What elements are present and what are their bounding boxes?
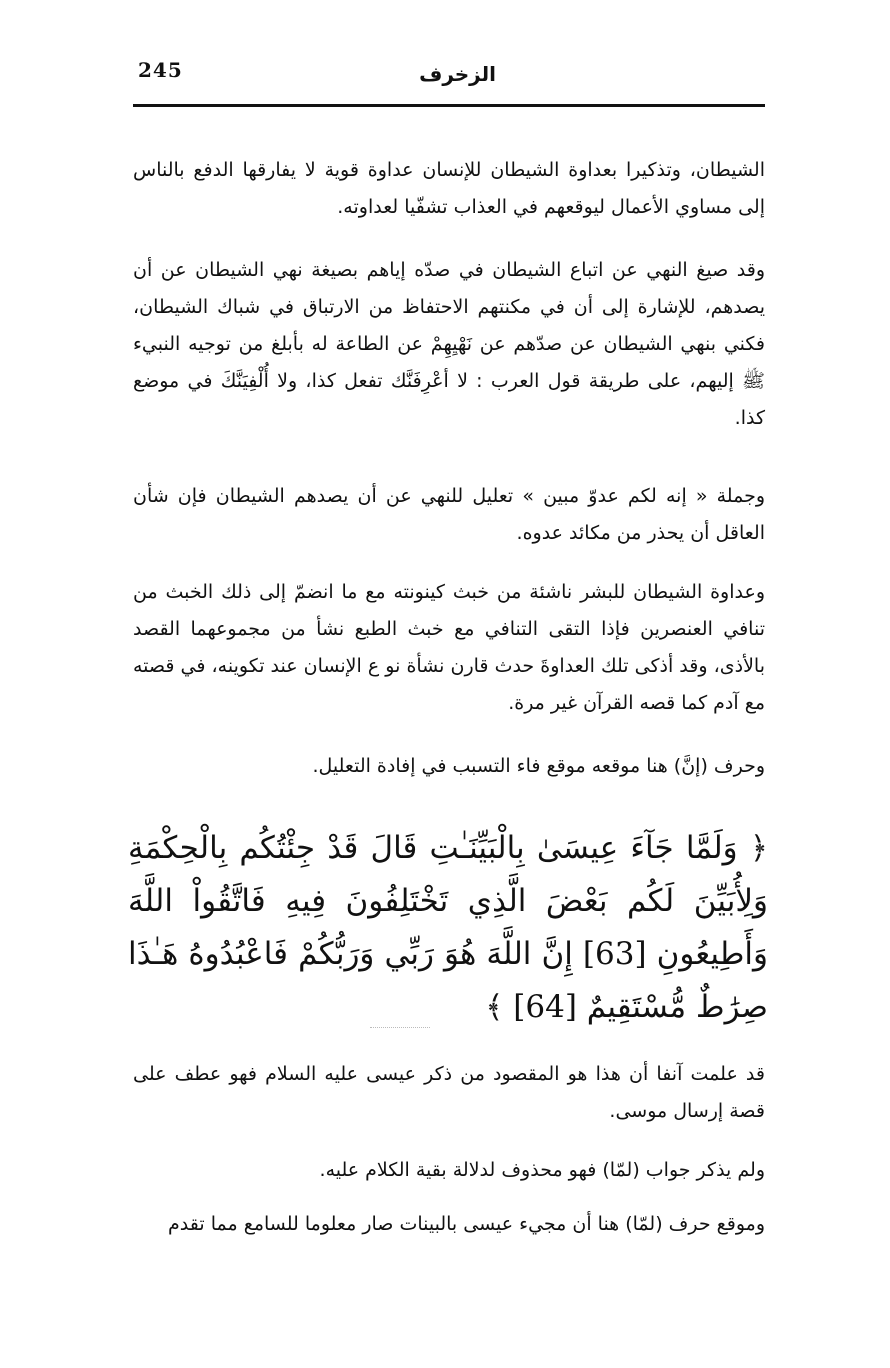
paragraph-2: وقد صيغ النهي عن اتباع الشيطان في صدّه إياهم بصيغة نهي الشيطان عن أن يصدهم، للإشارة إلى أن في مكنتهم الاحتفاظ من الارتباق في شباك الشيطان، فكني بنهي الشيطان عن صدّهم عن نَهْيِهِمْ عن الطاعة له بأبلغ من توجيه النبيء ﷺ إليهم، على طريقة قول العرب : لا أعْرِفَنَّك تفعل كذا، ولا أُلْفِيَنَّكَ في موضع كذا.: [133, 259, 765, 429]
paragraph-5: وحرف (إنَّ) هنا موقعه موقع فاء التسبب في إفادة التعليل.: [312, 755, 765, 777]
page-header: [138, 58, 766, 102]
quran-verse: ﴿ وَلَمَّا جَآءَ عِيسَىٰ بِالْبَيِّنَـٰتِ قَالَ قَدْ جِئْتُكُم بِالْحِكْمَةِ وَلِأُبَيِّنَ لَكُم بَعْضَ الَّذِي تَخْتَلِفُونَ فِيهِ فَاتَّقُواْ اللَّهَ وَأَطِيعُونِ [63] إِنَّ اللَّهَ هُوَ رَبِّي وَرَبُّكُمْ فَاعْبُدُوهُ هَـٰذَا صِرَٰطٌ مُّسْتَقِيمٌ [64] ﴾: [128, 830, 768, 1025]
paragraph-8: وموقع حرف (لمّا) هنا أن مجيء عيسى بالبينات صار معلوما للسامع مما تقدم: [168, 1213, 765, 1235]
faint-mark: [370, 1027, 430, 1028]
header-rule: [133, 104, 765, 107]
running-title: الزخرف: [419, 62, 496, 86]
paragraph-1: الشيطان، وتذكيرا بعداوة الشيطان للإنسان عداوة قوية لا يفارقها الدفع بالناس إلى مساوي الأعمال ليوقعهم في العذاب تشفّيا لعداوته.: [133, 159, 765, 218]
paragraph-4: وعداوة الشيطان للبشر ناشئة من خبث كينونته مع ما انضمّ إلى ذلك الخبث من تنافي العنصرين فإذا التقى التنافي مع خبث الطبع نشأ من مجموعهما القصد بالأذى، وقد أذكى تلك العداوةَ حدث قارن نشأة نو ع الإنسان عند تكوينه، في قصته مع آدم كما قصه القرآن غير مرة.: [133, 581, 765, 714]
page-number: 245: [138, 58, 183, 82]
paragraph-6: قد علمت آنفا أن هذا هو المقصود من ذكر عيسى عليه السلام فهو عطف على قصة إرسال موسى.: [133, 1063, 765, 1122]
paragraph-3: وجملة « إنه لكم عدوّ مبين » تعليل للنهي عن أن يصدهم الشيطان فإن شأن العاقل أن يحذر من مكائد عدوه.: [133, 485, 765, 544]
paragraph-7: ولم يذكر جواب (لمّا) فهو محذوف لدلالة بقية الكلام عليه.: [319, 1159, 765, 1181]
